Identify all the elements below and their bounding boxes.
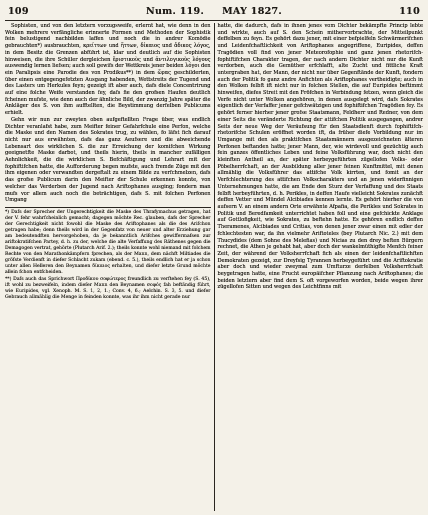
issue-date: MAY 1827. <box>222 6 283 17</box>
right-page-number: 110 <box>399 6 420 17</box>
left-column <box>5 23 214 511</box>
page-header <box>5 6 423 18</box>
footnote-2: **) Dafs auch das Sprichwort Προδίκου σοφώτερος freundlich zu verftehen fey (S. 45), ift wohl zu bezweifeln, indem dieſer Mann den Beynamen σοφός fah beftändig führt, wie Euripides, vgl. Xenoph. M. S. 1, 2, 1.; Conv. 4, 6.; Aelchin. S. 3, 5. und diefer Gebrauch allmählig die Menge in feinden konnte, was ihr ihm nicht gerade nur <box>5 276 211 300</box>
left-page-number: 109 <box>8 6 29 17</box>
two-column-body <box>5 23 423 511</box>
issue-info <box>146 6 282 17</box>
right-column <box>215 23 424 511</box>
header-rule <box>5 20 423 21</box>
left-paragraph-1: Sophisten, und von den letztern vorzugsweife, erlernt hat, wie denn in den Wolken mehrere verfängliche erinnerte Formen und Methoden der Sophistik fein belustigend nachbilden laffen und noch die in andrer Komödie gebrauchten*) ausbrauchten, κρείττων und ἥττων, δίκαιος und ἄδικος λόγος, in dem Besitz die Grenzen abführt ist, klar und deutlich auf die Sophisten hinweisen, die ihre Schüler dergleichen ἔριστικοὺς und ἀντιλογικοὺς λόγους auswendig lernen liefsen; auch soll gewifs der Wettkreis jener beiden λόγοι den ein Paralipsis eine Parodie des von Prodikus**) in dem ὥρας geschilderten, über einen entgegengefetzten Ausgang habenden, Wettstreits der Tugend und des Lasters um Herkules feyn; gezeigt ift aber auch, dafs diele Concentrirung auf eine folche Weife verstanden fey, dafs fie den grofsen Haufen deutlich fcheinen mufste, wie denn auch der ähnliche Bild, der zwanzig Jahre später die Ankläger des S. von ihm aufftellten, die Beystimmung derfelben Publicums erhielt. <box>5 23 211 117</box>
issue-number: Num. 119. <box>145 6 205 17</box>
footnote-rule <box>5 207 211 208</box>
right-paragraph-1: hatte, die dadurch, dafs in ihnen jenes vom Dichter bekämpfte Princip lebte und wirkte, auch auf S. den Schein mithervorbrachte, der Mitteilpunkt deffelben zu feyn. Es gehört dazu jener, mit einer befpielfeln Schwärmerifchen und Leidenfchaftlichkeit von Ariftophanes angegriffene, Euripides, deffen Tragödien voll find von jener Meteorofophie und ganz jenen rhetorifch-fophiftifchen Charakter tragen, der nach andern Dichter nicht nur die Kunft verdorben, auch die Gemüther erfchlafft, alte Zucht und fittliche Kraft untergraben hat, der Mann, der nicht nur über Gegenftände der Kunft, fondern auch der Politik fo ganz andre Anfichten als Ariftophanes vertheidigte; auch in den Wolken felbft ift nicht nur in folchen Stellen, die auf Euripides beftimmt hinweifen, diefes Streit mit den Fröfchen in Verbindung fetzen, wenn gleich die Verfe nicht unter Wolken angehören, in denen ausgelegt wird, dafs Sokrates eigentlich der Verfaffer jener gefchwätzigen und fophiftifchen Tragödien fey. Es gehört ferner hierher jener grofse Staatsmann, Feldherr und Redner, von dem einer Seits die veränderte Richtung der attifchen Politik ausgegangen, andrer Seits der neue Weg der Veräufsung für den Staatsdienft durch fophiftifch-rhetorifche Schulen eröffnet worden ift, da früher diefe Vorbildung nur im Umgange mit den als praktifchen Staatsmännern ausgezeichneten älteren Perfonen beftanden hatte; jener Mann, der, wie wirdevoll und gezüchtig auch fein ganzes öffentliches Leben und feine Volksführung war, doch nicht den kleinften Antheil an, der später herbeygeführten zügellofen Volks- oder Pöbelherrfchaft, an der Ausbildung aller jener feinen Kunftmittel, mit denen allmählig die Volksführer das attifche Volk kirrten, und fomit an der Verfchlechterung des attifchen Volkscharakters und an jenen widerfinnigen Unternehmungen hatte, die am Ende den Sturz der Verfaffung und des Staats felbft herbeyführten, d. h. Perikles, in deffen Haufe vielleicht Sokrates zunächft deffen Vetter und Mündel Alcibiades kennen lernte. Es gehört hierher die von aufsern V. an einem andern Orte erwähnte Afpafia, die Perikles und Sokrates in Politik und Beredfamkeit unterrichtet haben foll und eine gefchickte Anklage auf Gottlofigkeit, wie Sokrates, zu beftehn hatte. Es gehören endlich deffen Theramenes, Alcibiades und Critias, von denen jener zwar einen mit edler der fchlechtesten war, da ihn vielmehr Ariftoteles (bey Plutarch Nic. 2.) mit dem Thucydides (dem Sohne des Melefias) und Nicias zu den drey beften Bürgern rechnet, die Athen je gehabt hat, aber doch der wankelmüthigfte Menfch feiner Zeit, der während der Volksherrfchaft fich als einen der leidenfchaftlichften Demokraten gezeigt, zur Dreyfsig Tyrannen herbeygeführt und die Ariftokratie aber doch und wieder zweymal zum Umfturze derfelben Volksherrfchaft beygetragen hatte, eine Frucht europäifcher Pflanzung nach Ariftophanes; die beiden letztern aber find dem S. oft vorgeworfen worden, beide wegen ihrer zügellofen Sitten und wegen des Leichtfinns mit <box>217 23 424 291</box>
footnote-1: *) Dafs der Sprecher der Ungerechtigkeit die Maske des Thrafymachus getragen, hat der V. fehr wahrfcheinlich gemacht; dagegen möchte Rec. glauben, dafs der Sprecher der Gerechtigkeit nicht fowohl die Maske des Ariftophanes als die des Arifchon getragen habe; denn theils wird in der Gegenfatz von neuer und alter Erziehung gar am bedeutendften hervorgehoben, da je bekanntlich Arifches gewiffermafsen zur ariftokratifchen Partey, d. h. zu der, welche die alte Verfaffung des Räthenes gegen die Demagogen vertrat, gehörte (Plutarch Arif. 2.); theils konnte wohl niemand mit folchem Rechte von den Marathonkämpfern fprechen, als der Mann, dem nächft Miltiades die gröfste Verdienft in diefer Schlacht zukam (ebend. c. 5.), theils endlich hat er ja schon unter allen Helleren den Beynamen δίκαιος erhalten, und diefer letzte Grund möchte allein fchon entfcheiden. <box>5 209 211 275</box>
left-paragraph-2: Gehn wir nun zur zweyten oben aufgeftellten Frage über, was endlich Dichter veranlafst habe, zum Meifter feiner Gefahrfchule eine Perfon, welche die Maske und den Namen des Sokrates trug, zu wählen, fo läfst fich darauf nicht nur aus erwähnten, dafs das ganz Aeufsere und die abweichende Lebensart des wirklichen S. die zur Erreichung der komifchen Wirkung geeignetfte Maske darbot, und theils hierin, theils in mancher zufälligen Aehnlichkeit, die die wirklichen S. Befchäftigung und Lehrart mit der fophiftifchen hatte, die Aufforderung begen mufste, auch fremde Züge mit den ihm eigenen oder verwandten dergeftalt zu einem Bilde zu verfchmelzen, dafs das grofse Publicum darin den Meifter der Schule erkennen konnte, von welcher das Verderben der Jugend nach Ariftophanes ausging; fondern man mufs vor allem auch noch die beträchtigen, dafs S. mit folchen Perfonen Umgang <box>5 116 211 204</box>
